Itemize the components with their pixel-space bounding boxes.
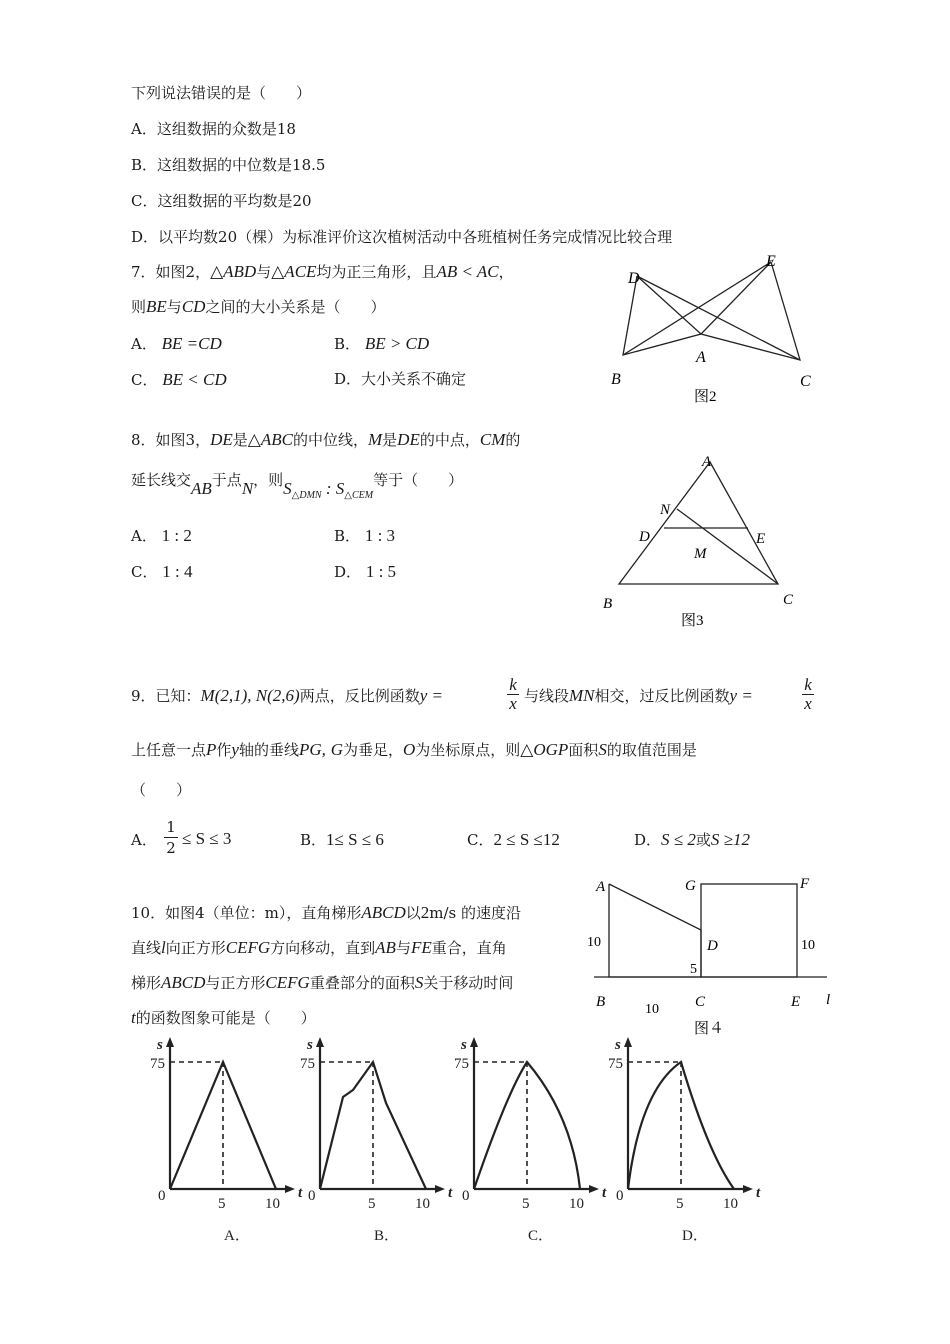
- figure-4: [584, 870, 839, 1035]
- q9-line1-b: 与线段MN相交，过反比例函数y =: [524, 686, 753, 705]
- tick-0: 0: [308, 1188, 316, 1204]
- graph-d: [606, 1035, 781, 1245]
- tick-10: 10: [723, 1196, 738, 1212]
- dim-5: 5: [690, 962, 697, 977]
- segment-dc: [637, 276, 800, 360]
- tick-10: 10: [265, 1196, 280, 1212]
- q8-line1: 8．如图3，DE是△ABC的中位线，M是DE的中点，CM的: [131, 430, 521, 449]
- label-b: B: [596, 994, 606, 1010]
- triangle-abd: [623, 276, 701, 355]
- tick-10: 10: [415, 1196, 430, 1212]
- figure-2: [600, 250, 830, 410]
- x-axis-arrow: [435, 1185, 445, 1193]
- label-m: M: [694, 546, 707, 562]
- q10-line1: 10．如图4（单位：m），直角梯形ABCD以2m/s 的速度沿: [131, 903, 522, 922]
- label-f: F: [800, 876, 810, 892]
- q9-fraction-1: k x: [507, 676, 519, 713]
- axis-label-t: t: [448, 1185, 453, 1201]
- q9-fraction-2: k x: [802, 676, 814, 713]
- square-cefg: [701, 884, 797, 977]
- q10-line2: 直线l向正方形CEFG方向移动，直到AB与FE重合，直角: [131, 938, 507, 957]
- trapezoid-abcd: [609, 884, 701, 977]
- q9-option-b: B．1≤ S ≤ 6: [300, 830, 384, 849]
- tick-5: 5: [218, 1196, 226, 1212]
- label-n: N: [660, 502, 671, 518]
- q7-option-d: D．大小关系不确定: [334, 370, 467, 388]
- tick-75: 75: [300, 1056, 315, 1072]
- x-axis-arrow: [589, 1185, 599, 1193]
- x-axis-arrow: [285, 1185, 295, 1193]
- q10-line4: t的函数图象可能是（ ）: [131, 1008, 316, 1027]
- q9-option-a-label: A．: [131, 831, 157, 849]
- q7-option-a: A． BE =CD: [131, 334, 222, 353]
- q9-option-a: ≤ S ≤ 3: [182, 829, 232, 848]
- dim-10-left: 10: [587, 935, 601, 950]
- q8-option-c: C． 1 : 4: [131, 562, 193, 581]
- axis-label-t: t: [756, 1185, 761, 1201]
- fig3-caption: 图3: [681, 613, 704, 629]
- q6-option-a: A．这组数据的众数是18: [131, 120, 296, 138]
- axis-label-s: s: [157, 1037, 163, 1053]
- y-axis-arrow: [624, 1037, 632, 1047]
- q6-option-c: C．这组数据的平均数是20: [131, 192, 312, 210]
- q8-option-b: B． 1 : 3: [334, 526, 396, 545]
- label-c: C: [695, 994, 706, 1010]
- graph-a: [148, 1035, 323, 1245]
- q7-line2: 则BE与CD之间的大小关系是（ ）: [131, 297, 386, 316]
- q9-paren: （ ）: [131, 781, 192, 799]
- tick-5: 5: [368, 1196, 376, 1212]
- axis-label-t: t: [298, 1185, 303, 1201]
- q6-option-d: D．以平均数20（棵）为标准评价这次植树活动中各班植树任务完成情况比较合理: [131, 228, 673, 246]
- axis-label-t: t: [602, 1185, 607, 1201]
- graph-option-label: A．: [224, 1228, 250, 1244]
- axis-label-s: s: [461, 1037, 467, 1053]
- label-e: E: [766, 253, 776, 270]
- label-d: D: [707, 938, 718, 954]
- dim-10-right: 10: [801, 938, 815, 953]
- tick-75: 75: [608, 1056, 623, 1072]
- fig4-caption: 图４: [694, 1021, 725, 1035]
- triangle-ace: [701, 262, 800, 360]
- q6-option-b: B．这组数据的中位数是18.5: [131, 156, 326, 174]
- label-g: G: [685, 878, 696, 894]
- q8-option-a: A． 1 : 2: [131, 526, 192, 545]
- q6-stem: 下列说法错误的是（ ）: [131, 84, 312, 102]
- q7-line1: 7．如图2，△ABD与△ACE均为正三角形，且AB < AC，: [131, 262, 514, 281]
- axis-label-s: s: [307, 1037, 313, 1053]
- graph-option-label: C．: [528, 1228, 554, 1244]
- q10-line3: 梯形ABCD与正方形CEFG重叠部分的面积S关于移动时间: [131, 973, 514, 992]
- label-d: D: [639, 529, 650, 545]
- tick-0: 0: [616, 1188, 624, 1204]
- tick-75: 75: [150, 1056, 165, 1072]
- tick-10: 10: [569, 1196, 584, 1212]
- label-e: E: [791, 994, 801, 1010]
- q9-option-d: D．S ≤ 2或S ≥12: [634, 830, 750, 849]
- tick-5: 5: [522, 1196, 530, 1212]
- graph-option-label: B．: [374, 1228, 400, 1244]
- tick-75: 75: [454, 1056, 469, 1072]
- axis-label-s: s: [615, 1037, 621, 1053]
- graph-option-label: D．: [682, 1228, 708, 1244]
- y-axis-arrow: [316, 1037, 324, 1047]
- tick-5: 5: [676, 1196, 684, 1212]
- label-c: C: [800, 373, 811, 390]
- figure-3: [598, 448, 818, 633]
- label-b: B: [611, 371, 621, 388]
- graph-c: [452, 1035, 627, 1245]
- label-c: C: [783, 592, 794, 608]
- q8-option-d: D． 1 : 5: [334, 562, 397, 581]
- label-l: l: [826, 992, 831, 1008]
- label-d: D: [628, 270, 640, 287]
- label-a: A: [696, 349, 706, 366]
- label-e: E: [756, 531, 766, 547]
- q8-line2: 延长线交AB于点N，则$S_{\triangle DMN}$ : $S_{\triangle CEM}$等于（ ）: [131, 471, 464, 501]
- label-a: A: [596, 879, 606, 895]
- label-b: B: [603, 596, 613, 612]
- tick-0: 0: [158, 1188, 166, 1204]
- label-a: A: [702, 454, 712, 470]
- q9-line1: 9．已知：M(2,1), N(2,6)两点，反比例函数y =: [131, 686, 443, 705]
- x-axis-arrow: [743, 1185, 753, 1193]
- fig2-caption: 图2: [694, 389, 717, 405]
- q9-option-c: C．2 ≤ S ≤12: [467, 830, 560, 849]
- dim-10-bottom: 10: [645, 1002, 659, 1017]
- q7-option-b: B． BE > CD: [334, 334, 430, 353]
- y-axis-arrow: [470, 1037, 478, 1047]
- y-axis-arrow: [166, 1037, 174, 1047]
- q9-line2: 上任意一点P作y轴的垂线PG, G为垂足，O为坐标原点，则△OGP面积S的取值范围是: [131, 740, 697, 759]
- tick-0: 0: [462, 1188, 470, 1204]
- q9-option-a-fraction: 1 2: [164, 817, 178, 858]
- graph-b: [298, 1035, 473, 1245]
- segment-be: [623, 262, 771, 355]
- q7-option-c: C． BE < CD: [131, 370, 227, 389]
